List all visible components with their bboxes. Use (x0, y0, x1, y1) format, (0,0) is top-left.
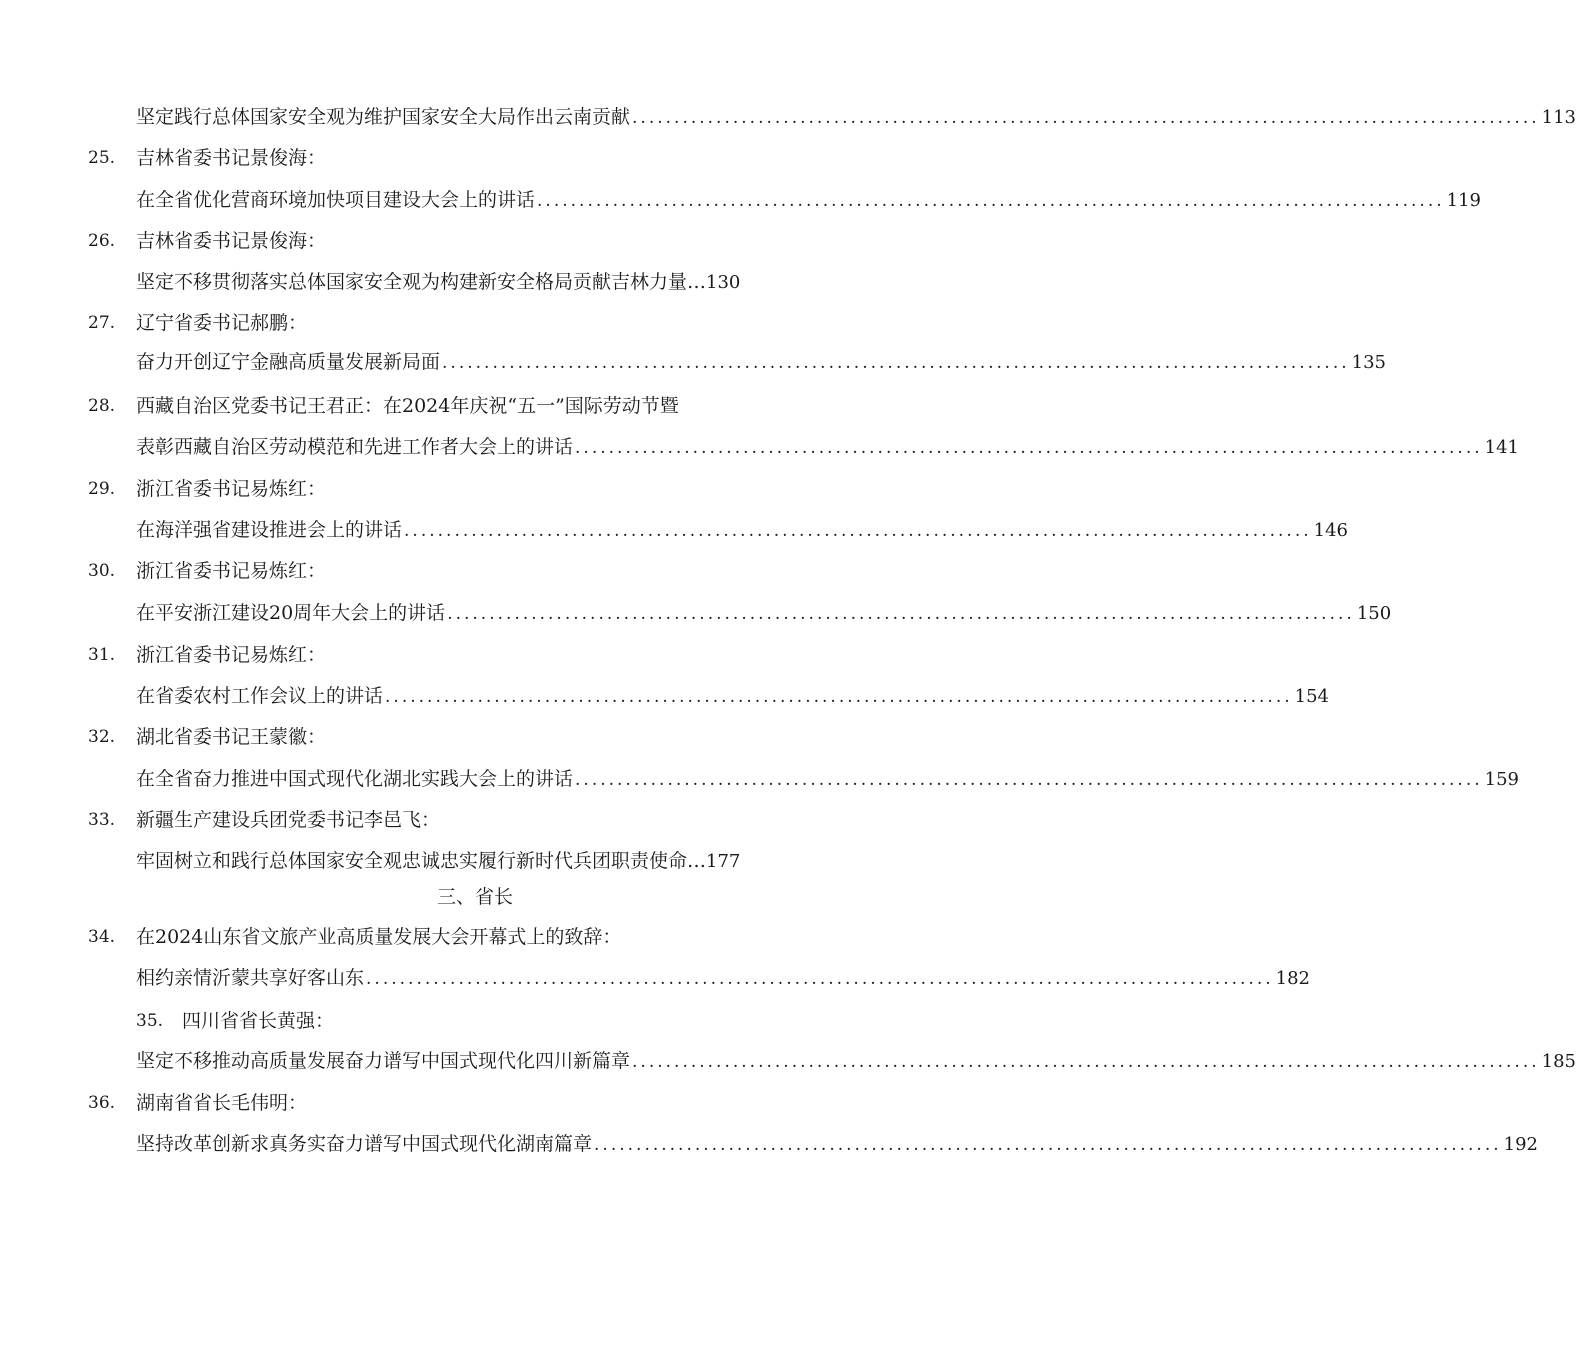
entry-title: 相约亲情沂蒙共享好客山东 (136, 967, 365, 989)
entry-number: 29. (88, 479, 116, 499)
toc-entry-title[interactable] (136, 1046, 1576, 1076)
entry-title: 表彰西藏自治区劳动模范和先进工作者大会上的讲话 (136, 436, 574, 458)
entry-heading: 辽宁省委书记郝鹏： (136, 312, 308, 334)
entry-number: 33. (88, 810, 116, 830)
toc-entry-title[interactable] (136, 432, 1519, 462)
entry-heading: 在2024山东省文旅产业高质量发展大会开幕式上的致辞： (136, 926, 622, 948)
toc-entry-title[interactable] (136, 598, 1392, 628)
toc-entry-title[interactable] (136, 515, 1348, 545)
entry-title: 坚定不移贯彻落实总体国家安全观为构建新安全格局贡献吉林力量 (136, 271, 688, 293)
entry-number: 32. (88, 727, 116, 747)
page-number: 182 (1275, 968, 1310, 989)
leader-dots: ............................................................................................................ (537, 191, 1445, 211)
entry-title: 在全省奋力推进中国式现代化湖北实践大会上的讲话 (136, 768, 574, 790)
entry-title: 在省委农村工作会议上的讲话 (136, 685, 384, 707)
entry-title: 奋力开创辽宁金融高质量发展新局面 (136, 351, 441, 373)
entry-title: 坚持改革创新求真务实奋力谱写中国式现代化湖南篇章 (136, 1133, 593, 1155)
entry-number: 36. (88, 1093, 116, 1113)
page-number: 141 (1484, 437, 1519, 458)
page-number: 159 (1484, 769, 1519, 790)
leader-dots: ............................................................................................................ (594, 1135, 1502, 1155)
entry-number: 26. (88, 231, 116, 251)
entry-number: 30. (88, 561, 116, 581)
toc-entry-title[interactable] (136, 963, 1310, 993)
page-number: 113 (1541, 107, 1576, 128)
page-number: 119 (1446, 190, 1481, 211)
entry-number: 28. (88, 396, 116, 416)
leader-dots: ............................................................................................................ (575, 770, 1483, 790)
toc-entry-title[interactable] (136, 681, 1329, 711)
page-number: 185 (1541, 1051, 1576, 1072)
page-number: 130 (706, 272, 741, 293)
entry-heading: 吉林省委书记景俊海： (136, 230, 327, 252)
page-number: 135 (1351, 352, 1386, 373)
leader-dots: ............................................................................................................ (366, 969, 1274, 989)
entry-heading: 西藏自治区党委书记王君正：在2024年庆祝“五一”国际劳动节暨 (136, 395, 679, 417)
leader-dots: ............................................................................................................ (404, 521, 1312, 541)
page-number: 154 (1294, 686, 1329, 707)
toc-entry-title[interactable] (136, 347, 1386, 377)
leader-dots: ............................................................................................................ (447, 604, 1355, 624)
entry-heading: 四川省省长黄强： (182, 1010, 335, 1032)
entry-number: 34. (88, 927, 116, 947)
leader-dots: ............................................................................................................ (632, 108, 1540, 128)
entry-title: 坚定不移推动高质量发展奋力谱写中国式现代化四川新篇章 (136, 1050, 631, 1072)
entry-heading: 浙江省委书记易炼红： (136, 644, 327, 666)
toc-entry-title[interactable] (136, 846, 860, 876)
ellipsis: … (687, 850, 707, 872)
entry-number: 27. (88, 313, 116, 333)
entry-number: 35. (136, 1011, 164, 1031)
page-number: 177 (706, 851, 741, 872)
leader-dots: ............................................................................................................ (632, 1052, 1540, 1072)
entry-heading: 新疆生产建设兵团党委书记李邑飞： (136, 809, 441, 831)
page-number: 192 (1503, 1134, 1538, 1155)
entry-title: 牢固树立和践行总体国家安全观忠诚忠实履行新时代兵团职责使命 (136, 850, 688, 872)
page-number: 150 (1356, 603, 1392, 624)
toc-entry-title[interactable] (136, 185, 1481, 215)
entry-heading: 湖南省省长毛伟明： (136, 1092, 308, 1114)
leader-dots: ............................................................................................................ (442, 353, 1350, 373)
leader-dots: ............................................................................................................ (575, 438, 1483, 458)
leader-dots: ............................................................................................................ (385, 687, 1293, 707)
toc-entry-title[interactable] (136, 267, 860, 297)
toc-entry-title[interactable] (136, 1129, 1538, 1159)
entry-heading: 浙江省委书记易炼红： (136, 478, 327, 500)
entry-title: 坚定践行总体国家安全观为维护国家安全大局作出云南贡献 (136, 106, 631, 128)
entry-heading: 吉林省委书记景俊海： (136, 147, 327, 169)
section-title: 三、省长 (436, 886, 513, 908)
ellipsis: … (687, 271, 707, 293)
entry-heading: 浙江省委书记易炼红： (136, 560, 327, 582)
page-number: 146 (1313, 520, 1348, 541)
entry-title: 在全省优化营商环境加快项目建设大会上的讲话 (136, 189, 536, 211)
entry-title: 在平安浙江建设20周年大会上的讲话 (136, 602, 446, 624)
entry-number: 31. (88, 645, 116, 665)
entry-number: 25. (88, 148, 116, 168)
toc-entry-title[interactable] (136, 764, 1519, 794)
entry-title: 在海洋强省建设推进会上的讲话 (136, 519, 403, 541)
toc-entry-title[interactable] (136, 102, 1576, 132)
entry-heading: 湖北省委书记王蒙徽： (136, 726, 327, 748)
